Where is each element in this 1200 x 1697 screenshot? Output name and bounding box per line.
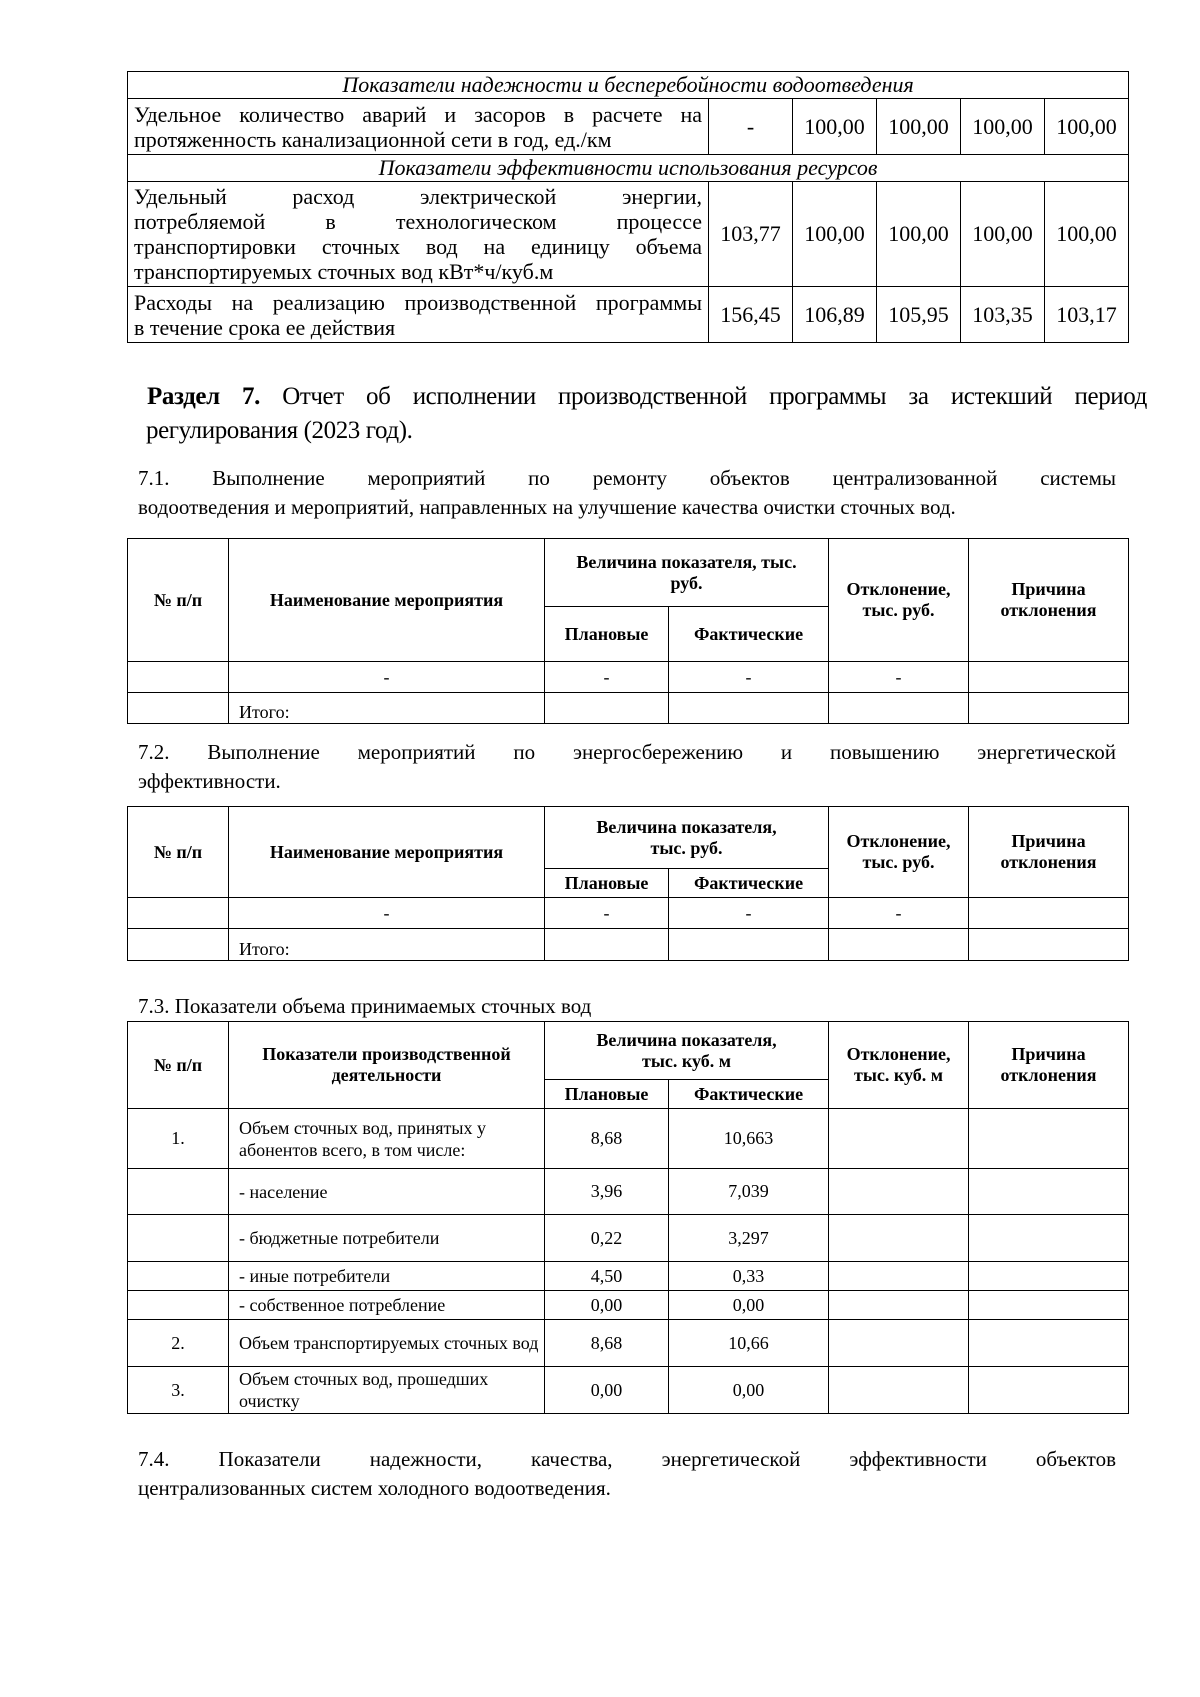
cell-fact: 3,297 bbox=[669, 1215, 829, 1262]
cell-deviation bbox=[829, 1367, 969, 1414]
cell-reason bbox=[969, 898, 1129, 929]
col-plan: Плановые bbox=[545, 607, 669, 662]
cell-num bbox=[128, 1215, 229, 1262]
cell-name: Объем транспортируемых сточных вод bbox=[229, 1320, 545, 1367]
cell-reason bbox=[969, 1291, 1129, 1320]
cell-name: - население bbox=[229, 1169, 545, 1215]
table-7-2 bbox=[127, 806, 1129, 961]
cell-num bbox=[128, 1262, 229, 1291]
value-cell: 100,00 bbox=[1045, 99, 1129, 155]
col-value: Величина показателя, тыс. руб. bbox=[545, 807, 829, 869]
cell-empty bbox=[669, 693, 829, 724]
cell-empty bbox=[969, 693, 1129, 724]
cell-total: Итого: bbox=[229, 693, 545, 724]
value-cell: 103,17 bbox=[1045, 287, 1129, 343]
cell-name: Объем сточных вод, прошедших очистку bbox=[229, 1367, 545, 1414]
cell-fact: 0,00 bbox=[669, 1367, 829, 1414]
table-row bbox=[128, 1262, 1129, 1291]
col-value: Величина показателя, тыс. руб. bbox=[545, 539, 829, 607]
paragraph-7-4: 7.4. Показатели надежности, качества, энергетической эффективности объектов централизованных систем холодного водоотведения. bbox=[138, 1447, 1116, 1500]
cell-reason bbox=[969, 1262, 1129, 1291]
col-reason: Причина отклонения bbox=[969, 539, 1129, 662]
table-row bbox=[128, 1109, 1129, 1169]
cell-empty bbox=[128, 898, 229, 929]
cell-empty bbox=[128, 662, 229, 693]
col-value: Величина показателя, тыс. куб. м bbox=[545, 1022, 829, 1080]
cell-fact: - bbox=[669, 662, 829, 693]
col-name: Наименование мероприятия bbox=[229, 539, 545, 662]
table-row bbox=[128, 1291, 1129, 1320]
cell-name: - иные потребители bbox=[229, 1262, 545, 1291]
cell-num: 3. bbox=[128, 1367, 229, 1414]
cell-plan: 3,96 bbox=[545, 1169, 669, 1215]
cell-deviation bbox=[829, 1262, 969, 1291]
cell-reason bbox=[969, 1367, 1129, 1414]
cell-name: - bbox=[229, 662, 545, 693]
table-row bbox=[128, 1367, 1129, 1414]
row-desc: Удельное количество аварий и засоров в расчете на протяженность канализационной сети в год, ед./км bbox=[128, 99, 709, 155]
cell-deviation: - bbox=[829, 662, 969, 693]
cell-reason bbox=[969, 1169, 1129, 1215]
cell-empty bbox=[545, 929, 669, 961]
cell-plan: 0,22 bbox=[545, 1215, 669, 1262]
indicators-table bbox=[127, 71, 1129, 343]
col-plan: Плановые bbox=[545, 869, 669, 898]
col-name: Показатели производственной деятельности bbox=[229, 1022, 545, 1109]
col-fact: Фактические bbox=[669, 869, 829, 898]
value-cell: - bbox=[709, 99, 793, 155]
cell-num: 2. bbox=[128, 1320, 229, 1367]
col-reason: Причина отклонения bbox=[969, 1022, 1129, 1109]
cell-name: - собственное потребление bbox=[229, 1291, 545, 1320]
cell-fact: 10,663 bbox=[669, 1109, 829, 1169]
cell-reason bbox=[969, 1109, 1129, 1169]
cell-empty bbox=[829, 929, 969, 961]
value-cell: 105,95 bbox=[877, 287, 961, 343]
cell-plan: - bbox=[545, 662, 669, 693]
cell-fact: 7,039 bbox=[669, 1169, 829, 1215]
cell-num bbox=[128, 1291, 229, 1320]
value-cell: 100,00 bbox=[793, 99, 877, 155]
value-cell: 100,00 bbox=[877, 182, 961, 287]
cell-empty bbox=[669, 929, 829, 961]
table-row bbox=[128, 1215, 1129, 1262]
cell-deviation bbox=[829, 1215, 969, 1262]
col-fact: Фактические bbox=[669, 607, 829, 662]
paragraph-7-3: 7.3. Показатели объема принимаемых сточных вод bbox=[138, 994, 592, 1018]
cell-deviation: - bbox=[829, 898, 969, 929]
cell-total: Итого: bbox=[229, 929, 545, 961]
col-reason: Причина отклонения bbox=[969, 807, 1129, 898]
cell-num bbox=[128, 1169, 229, 1215]
paragraph-7-1: 7.1. Выполнение мероприятий по ремонту объектов централизованной системы водоотведения и мероприятий, направленных на улучшение качества очистки сточных вод. bbox=[138, 466, 1116, 519]
cell-deviation bbox=[829, 1291, 969, 1320]
section-header-efficiency: Показатели эффективности использования ресурсов bbox=[128, 155, 1129, 182]
value-cell: 103,35 bbox=[961, 287, 1045, 343]
cell-empty bbox=[128, 929, 229, 961]
cell-fact: 0,00 bbox=[669, 1291, 829, 1320]
row-desc: Расходы на реализацию производственной программы в течение срока ее действия bbox=[128, 287, 709, 343]
cell-fact: 0,33 bbox=[669, 1262, 829, 1291]
table-7-1 bbox=[127, 538, 1129, 724]
value-cell: 106,89 bbox=[793, 287, 877, 343]
section-heading: Раздел 7. Отчет об исполнении производственной программы за истекший период регулирования (2023 год). bbox=[146, 383, 1147, 444]
section-header-reliability: Показатели надежности и бесперебойности водоотведения bbox=[128, 72, 1129, 99]
cell-name: - бюджетные потребители bbox=[229, 1215, 545, 1262]
cell-empty bbox=[829, 693, 969, 724]
cell-deviation bbox=[829, 1169, 969, 1215]
cell-deviation bbox=[829, 1320, 969, 1367]
table-row bbox=[128, 1320, 1129, 1367]
cell-name: - bbox=[229, 898, 545, 929]
col-plan: Плановые bbox=[545, 1080, 669, 1109]
col-deviation: Отклонение, тыс. руб. bbox=[829, 539, 969, 662]
paragraph-7-2: 7.2. Выполнение мероприятий по энергосбережению и повышению энергетической эффективности. bbox=[138, 740, 1116, 793]
cell-plan: 0,00 bbox=[545, 1291, 669, 1320]
row-desc: Удельный расход электрической энергии, потребляемой в технологическом процессе транспортировки сточных вод на единицу объема транспортируемых сточных вод кВт*ч/куб.м bbox=[128, 182, 709, 287]
value-cell: 100,00 bbox=[1045, 182, 1129, 287]
table-7-3 bbox=[127, 1021, 1129, 1414]
value-cell: 156,45 bbox=[709, 287, 793, 343]
cell-empty bbox=[128, 693, 229, 724]
value-cell: 100,00 bbox=[877, 99, 961, 155]
col-deviation: Отклонение, тыс. куб. м bbox=[829, 1022, 969, 1109]
value-cell: 103,77 bbox=[709, 182, 793, 287]
cell-fact: - bbox=[669, 898, 829, 929]
cell-fact: 10,66 bbox=[669, 1320, 829, 1367]
cell-reason bbox=[969, 1320, 1129, 1367]
col-num: № п/п bbox=[128, 539, 229, 662]
cell-plan: 8,68 bbox=[545, 1320, 669, 1367]
col-deviation: Отклонение, тыс. руб. bbox=[829, 807, 969, 898]
cell-plan: 8,68 bbox=[545, 1109, 669, 1169]
col-num: № п/п bbox=[128, 807, 229, 898]
cell-plan: 0,00 bbox=[545, 1367, 669, 1414]
cell-reason bbox=[969, 662, 1129, 693]
cell-empty bbox=[969, 929, 1129, 961]
table-row bbox=[128, 1169, 1129, 1215]
cell-num: 1. bbox=[128, 1109, 229, 1169]
cell-deviation bbox=[829, 1109, 969, 1169]
cell-plan: - bbox=[545, 898, 669, 929]
col-num: № п/п bbox=[128, 1022, 229, 1109]
cell-plan: 4,50 bbox=[545, 1262, 669, 1291]
value-cell: 100,00 bbox=[793, 182, 877, 287]
value-cell: 100,00 bbox=[961, 99, 1045, 155]
cell-empty bbox=[545, 693, 669, 724]
col-name: Наименование мероприятия bbox=[229, 807, 545, 898]
cell-name: Объем сточных вод, принятых у абонентов всего, в том числе: bbox=[229, 1109, 545, 1169]
value-cell: 100,00 bbox=[961, 182, 1045, 287]
col-fact: Фактические bbox=[669, 1080, 829, 1109]
cell-reason bbox=[969, 1215, 1129, 1262]
